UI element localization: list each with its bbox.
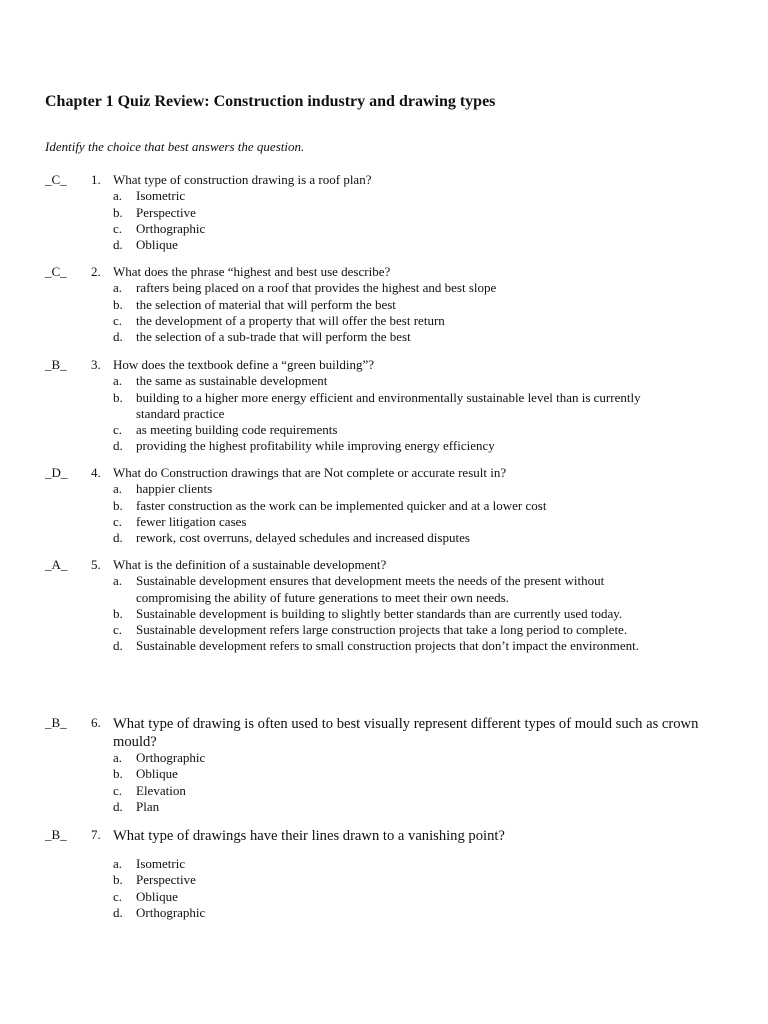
option-text: Orthographic <box>136 220 206 236</box>
option-label: a. <box>113 188 123 204</box>
option-text: Isometric <box>136 856 186 871</box>
option-text: the selection of a sub-trade that will perform the best <box>136 329 411 345</box>
answer-key: _B_ <box>45 715 67 730</box>
option-label: b. <box>113 872 123 888</box>
option-d <box>0 237 768 253</box>
question-text: What type of drawings have their lines drawn to a vanishing point? <box>113 828 505 844</box>
option-list <box>0 373 768 454</box>
option-label: d. <box>113 798 123 814</box>
answer-key: _B_ <box>45 357 67 372</box>
option-text: Sustainable development is building to slightly better standards than are currently used today. <box>136 605 623 621</box>
option-list <box>0 750 768 815</box>
option-text: providing the highest profitability while improving energy efficiency <box>136 438 495 454</box>
option-b <box>0 872 768 888</box>
option-label: c. <box>113 888 123 904</box>
question-text: How does the textbook define a “green building”? <box>113 357 374 372</box>
option-text: Sustainable development refers to small construction projects that don’t impact the environment. <box>136 638 640 654</box>
option-list <box>0 280 768 345</box>
page-title: Chapter 1 Quiz Review: Construction industry and drawing types <box>45 93 496 110</box>
option-label: d. <box>113 904 123 920</box>
option-text: Perspective <box>136 872 196 888</box>
option-label: a. <box>113 573 123 589</box>
option-a <box>0 750 768 766</box>
option-text: Perspective <box>136 204 196 220</box>
option-label: b. <box>113 296 123 312</box>
option-label: b. <box>113 204 123 220</box>
option-d <box>0 438 768 454</box>
option-text: building to a higher more energy efficient and environmentally sustainable level than is currently standard practice <box>136 389 641 421</box>
answer-key: _C_ <box>45 172 67 187</box>
option-label: d. <box>113 638 123 654</box>
option-b <box>0 766 768 782</box>
option-list <box>0 481 768 546</box>
answer-key: _C_ <box>45 264 67 279</box>
question-text: What do Construction drawings that are Not complete or accurate result in? <box>113 465 507 480</box>
option-c <box>0 889 768 905</box>
option-d <box>0 799 768 815</box>
option-list <box>0 856 768 921</box>
option-text: the selection of material that will perform the best <box>136 296 396 312</box>
option-text: happier clients <box>136 481 213 497</box>
option-d <box>0 905 768 921</box>
option-b <box>0 297 768 313</box>
option-a <box>0 856 768 872</box>
option-c <box>0 783 768 799</box>
option-text: rework, cost overruns, delayed schedules and increased disputes <box>136 530 470 546</box>
option-c <box>0 221 768 237</box>
option-c <box>0 514 768 530</box>
option-label: d. <box>113 329 123 345</box>
option-label: d. <box>113 237 123 253</box>
option-text: Elevation <box>136 782 186 798</box>
option-c <box>0 313 768 329</box>
option-a <box>0 481 768 497</box>
question-number: 6. <box>91 715 101 730</box>
option-b <box>0 498 768 514</box>
option-c <box>0 622 768 638</box>
option-text: Oblique <box>136 766 178 782</box>
question-number: 1. <box>91 172 101 187</box>
option-label: b. <box>113 389 123 405</box>
option-text: Isometric <box>136 188 186 204</box>
option-text: rafters being placed on a roof that provides the highest and best slope <box>136 280 497 296</box>
option-b <box>0 606 768 622</box>
option-a <box>0 373 768 389</box>
question-number: 2. <box>91 264 101 279</box>
question-text: What is the definition of a sustainable development? <box>113 557 387 572</box>
option-text: Orthographic <box>136 750 206 765</box>
question-text: What does the phrase “highest and best use describe? <box>113 264 391 279</box>
answer-key: _A_ <box>45 557 68 572</box>
option-label: d. <box>113 438 123 454</box>
option-label: c. <box>113 622 123 638</box>
option-text: Sustainable development ensures that development meets the needs of the present without compromising the ability of future generations to meet their own needs. <box>136 573 605 605</box>
question-number: 5. <box>91 557 101 572</box>
option-label: b. <box>113 497 123 513</box>
option-label: c. <box>113 513 123 529</box>
option-label: b. <box>113 605 123 621</box>
option-text: faster construction as the work can be implemented quicker and at a lower cost <box>136 497 547 513</box>
option-text: as meeting building code requirements <box>136 422 338 438</box>
option-label: a. <box>113 280 123 296</box>
option-text: Oblique <box>136 237 178 253</box>
option-text: Orthographic <box>136 904 206 920</box>
instructions: Identify the choice that best answers the question. <box>45 139 305 154</box>
option-label: a. <box>113 856 123 871</box>
option-d <box>0 638 768 654</box>
answer-key: _B_ <box>45 827 67 842</box>
option-label: c. <box>113 422 123 438</box>
option-text: the development of a property that will offer the best return <box>136 312 445 328</box>
question-text: What type of construction drawing is a roof plan? <box>113 172 372 187</box>
option-label: b. <box>113 766 123 782</box>
option-list <box>0 188 768 253</box>
option-label: c. <box>113 312 123 328</box>
option-label: c. <box>113 782 123 798</box>
option-d <box>0 530 768 546</box>
option-label: a. <box>113 481 123 497</box>
option-text: the same as sustainable development <box>136 373 328 389</box>
option-label: d. <box>113 530 123 546</box>
question-number: 7. <box>91 827 101 842</box>
option-text: Oblique <box>136 888 178 904</box>
question-number: 4. <box>91 465 101 480</box>
option-b <box>0 390 768 423</box>
option-list <box>0 573 768 654</box>
option-text: fewer litigation cases <box>136 513 247 529</box>
option-label: a. <box>113 373 123 389</box>
option-d <box>0 329 768 345</box>
question-number: 3. <box>91 357 101 372</box>
option-label: c. <box>113 220 123 236</box>
option-b <box>0 205 768 221</box>
option-a <box>0 188 768 204</box>
option-text: Plan <box>136 798 160 814</box>
answer-key: _D_ <box>45 465 68 480</box>
option-a <box>0 573 768 606</box>
option-a <box>0 280 768 296</box>
option-c <box>0 422 768 438</box>
question-text: What type of drawing is often used to best visually represent different types of mould such as crown mould? <box>113 716 699 750</box>
option-label: a. <box>113 750 123 765</box>
option-text: Sustainable development refers large construction projects that take a long period to complete. <box>136 622 628 638</box>
